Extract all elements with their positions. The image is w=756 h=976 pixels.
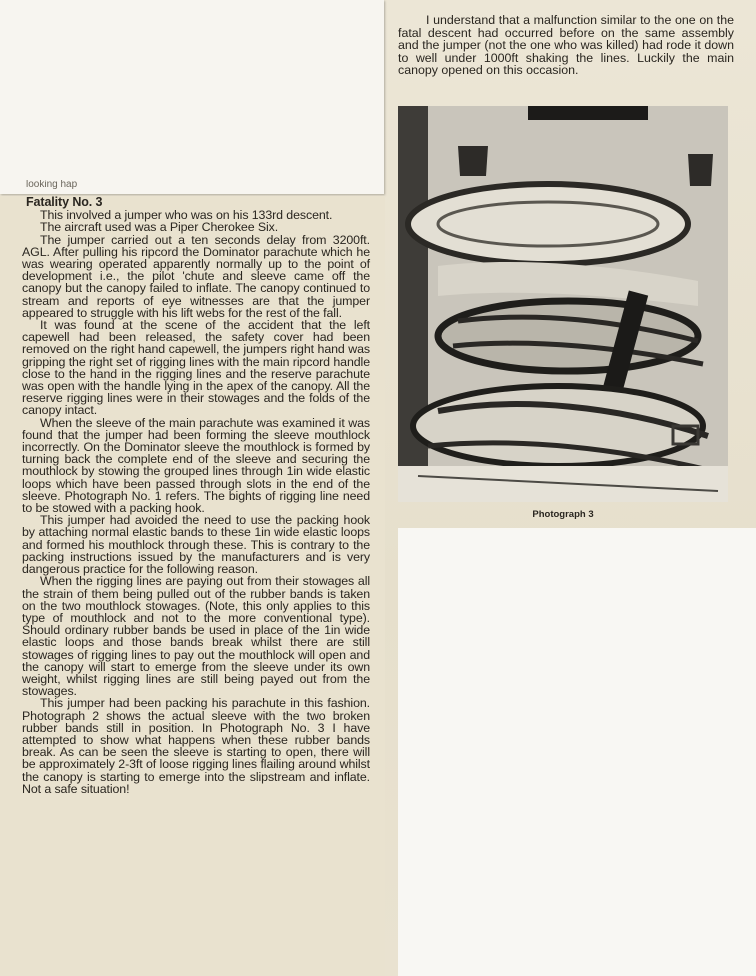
photograph-sleeve-rigging-lines <box>398 106 728 502</box>
photo-caption: Photograph 3 <box>532 509 594 520</box>
paragraph: This involved a jumper who was on his 133rd descent. <box>40 208 333 223</box>
paragraph: The aircraft used was a Piper Cherokee Six. <box>40 220 279 235</box>
article-left-column <box>22 196 370 795</box>
paragraph: When the sleeve of the main parachute was examined it was found that the jumper had been forming the sleeve mouthlock incorrectly. On the Dominator sleeve the mouthlock is formed by turning back the complete end of the sleeve and securing the mouthlock by stowing the grouped lines through 1in wide elastic loops which have been passed through slots in the end of the sleeve. Photograph No. 1 refers. The bights of rigging line need to be stowed with a packing hook. <box>22 415 370 516</box>
cut-off-text-fragment: looking hap <box>26 180 78 190</box>
paragraph: The jumper carried out a ten seconds delay from 3200ft. AGL. After pulling his ripcord the Dominator parachute which he was wearing operated apparently normally up to the point of development i.e., the pilot 'chute and sleeve came off the canopy but the canopy failed to inflate. The canopy continued to stream and reports of eye witnesses are that the jumper appeared to struggle with his lift webs for the rest of the fall. <box>22 232 370 320</box>
overlapping-paper-bottom-right <box>398 528 756 976</box>
paragraph: When the rigging lines are paying out from their stowages all the strain of them being pulled out of the rubber bands is taken on the two mouthlock stowages. (Note, this only applies to this type of mouthlock and not to the more conventional type). Should ordinary rubber bands be used in place of the 1in wide elastic loops and those bands break whilst there are still stowages of rigging lines to pay out the mouthlock will open and the canopy will start to emerge from the sleeve under its own weight, whilst rigging lines are still being payed out from the stowages. <box>22 574 370 699</box>
paragraph: This jumper had avoided the need to use the packing hook by attaching normal elastic bands to these 1in wide elastic loops and formed his mouthlock through these. This is contrary to the packing instructions issued by the manufacturers and is very dangerous practice for the following reason. <box>22 513 370 577</box>
overlapping-paper-top-left <box>0 0 384 194</box>
paragraph: It was found at the scene of the accident that the left capewell had been released, the safety cover had been removed on the right hand capewell, the jumpers right hand was gripping the right set of rigging lines with the main ripcord handle close to the hand in the rigging lines and the reserve parachute was open with the handle lying in the apex of the canopy. All the reserve rigging lines were in their stowages and the folds of the canopy intact. <box>22 318 370 418</box>
section-heading: Fatality No. 3 <box>26 195 103 209</box>
paragraph: This jumper had been packing his parachute in this fashion. Photograph 2 shows the actual sleeve with the two broken rubber bands still in position. In Photograph No. 3 I have attempted to show what happens when these rubber bands break. As can be seen the sleeve is starting to open, there will be approximately 2-3ft of loose rigging lines flailing around whilst the canopy is starting to emerge into the slipstream and inflate. Not a safe situation! <box>22 696 370 796</box>
photo-illustration <box>398 106 728 502</box>
article-right-paragraph: I understand that a malfunction similar to the one on the fatal descent had occurred before on the same assembly and the jumper (not the one who was killed) had rode it down to well under 1000ft shaking the lines. Luckily the main canopy opened on this occasion. <box>398 13 734 78</box>
